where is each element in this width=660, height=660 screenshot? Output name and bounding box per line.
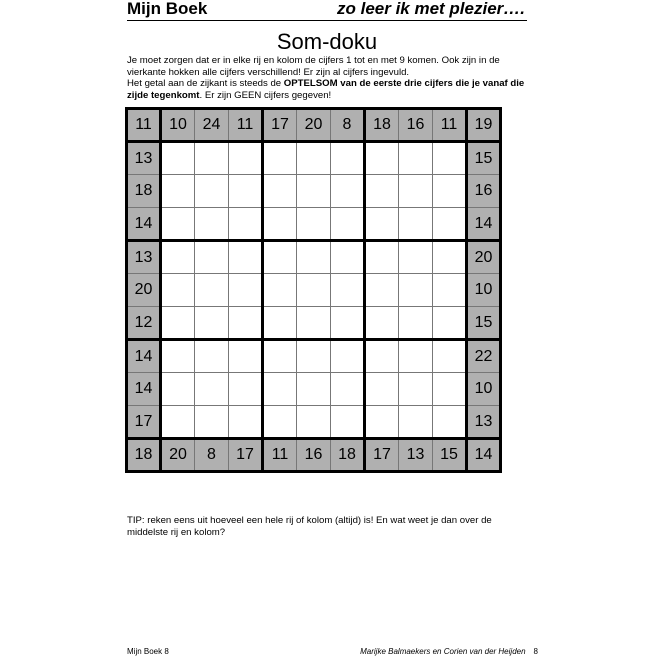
clue-top: 8 [331, 109, 365, 142]
clue-left: 14 [127, 208, 161, 241]
clue-top: 10 [161, 109, 195, 142]
grid-cell[interactable] [331, 307, 365, 340]
grid-cell[interactable] [263, 175, 297, 208]
clue-top: 11 [433, 109, 467, 142]
clue-right: 10 [467, 274, 501, 307]
instructions [127, 55, 527, 101]
clue-left: 13 [127, 142, 161, 175]
grid-cell[interactable] [195, 241, 229, 274]
clue-left: 14 [127, 340, 161, 373]
grid-row [127, 307, 501, 340]
grid-cell[interactable] [195, 142, 229, 175]
grid-cell[interactable] [433, 241, 467, 274]
footer-authors-names: Marijke Balmaekers en Corien van der Heijden [360, 647, 526, 656]
grid-row [127, 406, 501, 439]
grid-cell[interactable] [365, 241, 399, 274]
clue-left: 13 [127, 241, 161, 274]
grid-cell[interactable] [433, 208, 467, 241]
grid-cell[interactable] [263, 406, 297, 439]
grid-cell[interactable] [433, 307, 467, 340]
clue-right: 13 [467, 406, 501, 439]
grid-cell[interactable] [399, 208, 433, 241]
grid-cell[interactable] [161, 274, 195, 307]
clue-right: 14 [467, 208, 501, 241]
clue-left: 14 [127, 373, 161, 406]
grid-cell[interactable] [229, 274, 263, 307]
clue-bottom: 17 [229, 439, 263, 472]
clue-bottom: 20 [161, 439, 195, 472]
grid-cell[interactable] [365, 307, 399, 340]
grid-cell[interactable] [195, 340, 229, 373]
grid-cell[interactable] [399, 274, 433, 307]
grid-cell[interactable] [297, 175, 331, 208]
grid-row [127, 142, 501, 175]
grid-cell[interactable] [433, 373, 467, 406]
clue-top: 11 [127, 109, 161, 142]
grid-cell[interactable] [161, 406, 195, 439]
grid-row [127, 208, 501, 241]
grid-row [127, 175, 501, 208]
grid-cell[interactable] [331, 241, 365, 274]
clue-bottom: 13 [399, 439, 433, 472]
grid-cell[interactable] [331, 175, 365, 208]
grid-cell[interactable] [297, 307, 331, 340]
somdoku-grid [125, 107, 502, 473]
grid-row [127, 373, 501, 406]
grid-cell[interactable] [297, 208, 331, 241]
grid-cell[interactable] [161, 307, 195, 340]
grid-cell[interactable] [297, 142, 331, 175]
grid-cell[interactable] [263, 241, 297, 274]
grid-cell[interactable] [331, 274, 365, 307]
clue-left: 12 [127, 307, 161, 340]
grid-cell[interactable] [161, 241, 195, 274]
grid-row [127, 340, 501, 373]
grid-cell[interactable] [297, 406, 331, 439]
grid-cell[interactable] [331, 208, 365, 241]
grid-cell[interactable] [263, 274, 297, 307]
grid-cell[interactable] [365, 406, 399, 439]
grid-cell[interactable] [229, 142, 263, 175]
grid-cell[interactable] [331, 373, 365, 406]
clue-left: 18 [127, 175, 161, 208]
header-tagline: zo leer ik met plezier…. [336, 0, 525, 18]
grid-cell[interactable] [433, 406, 467, 439]
clue-top: 24 [195, 109, 229, 142]
grid-cell[interactable] [433, 340, 467, 373]
clue-right: 22 [467, 340, 501, 373]
clue-left: 20 [127, 274, 161, 307]
grid-cell[interactable] [399, 175, 433, 208]
clue-top: 11 [229, 109, 263, 142]
instructions-line2-prefix: Het getal aan de zijkant is steeds de [127, 78, 284, 90]
grid-cell[interactable] [399, 241, 433, 274]
footer-book: Mijn Boek 8 [127, 647, 169, 656]
grid-cell[interactable] [297, 241, 331, 274]
clue-top: 17 [263, 109, 297, 142]
grid-cell[interactable] [399, 373, 433, 406]
grid-cell[interactable] [297, 274, 331, 307]
grid-cell[interactable] [229, 241, 263, 274]
grid-cell[interactable] [365, 142, 399, 175]
clue-right: 10 [467, 373, 501, 406]
clue-bottom: 14 [467, 439, 501, 472]
grid-cell[interactable] [365, 274, 399, 307]
clue-bottom: 17 [365, 439, 399, 472]
grid-cell[interactable] [161, 208, 195, 241]
grid-cell[interactable] [229, 175, 263, 208]
grid-cell[interactable] [195, 274, 229, 307]
grid-cell[interactable] [365, 175, 399, 208]
grid-cell[interactable] [365, 340, 399, 373]
grid-cell[interactable] [297, 373, 331, 406]
clue-top: 18 [365, 109, 399, 142]
header-book-title: Mijn Boek [127, 0, 208, 18]
grid-cell[interactable] [399, 142, 433, 175]
clue-bottom: 16 [297, 439, 331, 472]
grid-cell[interactable] [399, 307, 433, 340]
clue-bottom: 18 [331, 439, 365, 472]
grid-cell[interactable] [229, 208, 263, 241]
grid-cell[interactable] [263, 208, 297, 241]
grid-row [127, 241, 501, 274]
grid-cell[interactable] [263, 142, 297, 175]
clue-right: 20 [467, 241, 501, 274]
grid-cell[interactable] [331, 406, 365, 439]
grid-cell[interactable] [195, 208, 229, 241]
grid-cell[interactable] [433, 175, 467, 208]
clue-right: 16 [467, 175, 501, 208]
page-header [127, 0, 527, 21]
grid-cell[interactable] [399, 406, 433, 439]
grid-cell[interactable] [297, 340, 331, 373]
grid-cell[interactable] [195, 406, 229, 439]
clue-bottom: 8 [195, 439, 229, 472]
grid-cell[interactable] [161, 373, 195, 406]
grid-cell[interactable] [399, 340, 433, 373]
grid-cell[interactable] [365, 373, 399, 406]
instructions-line2-bold: OPTELSOM van de eerste drie cijfers die je vanaf die zijde tegenkomt [127, 78, 525, 101]
grid-cell[interactable] [331, 340, 365, 373]
instructions-line1: Je moet zorgen dat er in elke rij en kolom de cijfers 1 tot en met 9 komen. Ook zijn in de vierkante hokken alle cijfers verschillend! Er zijn al cijfers ingevuld. [127, 55, 500, 78]
footer-authors [360, 647, 538, 656]
clue-bottom: 15 [433, 439, 467, 472]
clue-top: 19 [467, 109, 501, 142]
grid-row [127, 274, 501, 307]
grid-cell[interactable] [161, 142, 195, 175]
footer-page-number: 8 [533, 647, 538, 656]
grid-cell[interactable] [263, 340, 297, 373]
grid-cell[interactable] [229, 340, 263, 373]
clue-bottom: 18 [127, 439, 161, 472]
clue-bottom: 11 [263, 439, 297, 472]
grid-cell[interactable] [161, 175, 195, 208]
grid-cell[interactable] [263, 373, 297, 406]
grid-cell[interactable] [195, 373, 229, 406]
page-title: Som-doku [276, 29, 378, 54]
grid-cell[interactable] [161, 340, 195, 373]
grid-cell[interactable] [229, 307, 263, 340]
clue-right: 15 [467, 307, 501, 340]
clue-top: 16 [399, 109, 433, 142]
grid-cell[interactable] [263, 307, 297, 340]
grid-row [127, 109, 501, 142]
clue-left: 17 [127, 406, 161, 439]
instructions-line2-suffix: . Er zijn GEEN cijfers gegeven! [199, 89, 332, 101]
clue-right: 15 [467, 142, 501, 175]
grid-cell[interactable] [331, 142, 365, 175]
grid-cell[interactable] [433, 274, 467, 307]
grid-cell[interactable] [229, 406, 263, 439]
grid-cell[interactable] [195, 307, 229, 340]
somdoku-table [125, 107, 502, 473]
grid-cell[interactable] [229, 373, 263, 406]
grid-row [127, 439, 501, 472]
tip-text: TIP: reken eens uit hoeveel een hele rij of kolom (altijd) is! En wat weet je dan over de middelste rij en kolom? [127, 515, 492, 538]
grid-cell[interactable] [195, 175, 229, 208]
clue-top: 20 [297, 109, 331, 142]
grid-cell[interactable] [365, 208, 399, 241]
grid-cell[interactable] [433, 142, 467, 175]
